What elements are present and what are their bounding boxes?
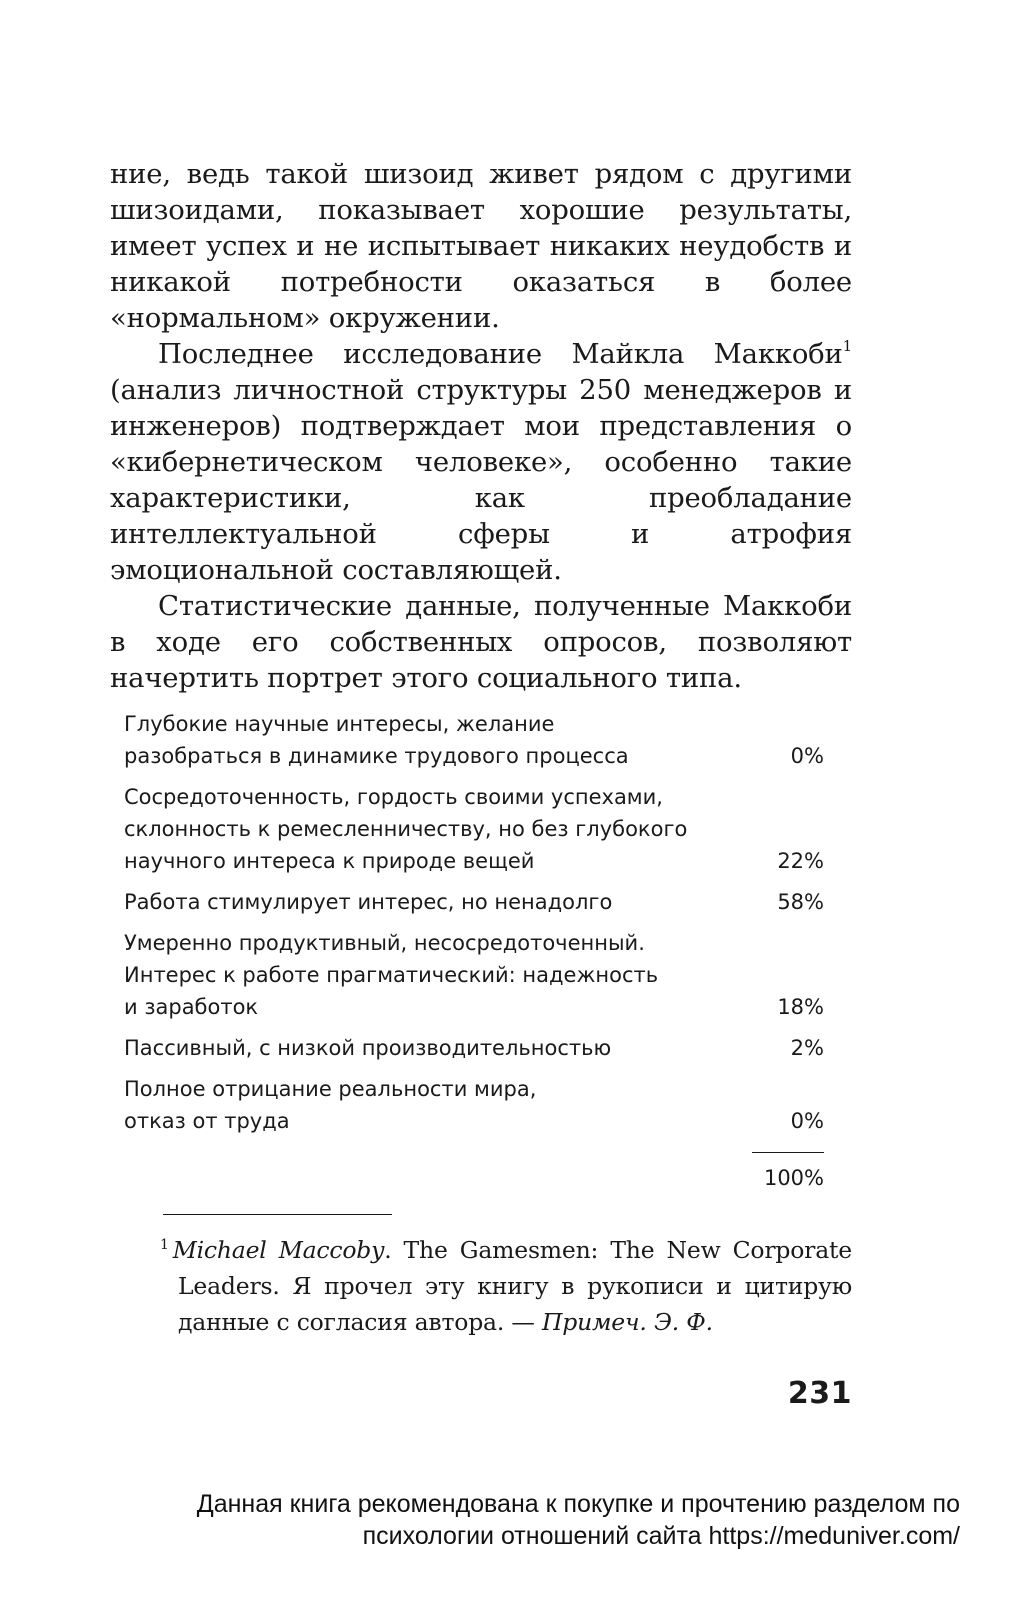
- row-label: Сосредоточенность, гордость своими успехами, склонность к ремесленничеству, но без глубокого научного интереса к природе вещей: [124, 785, 688, 873]
- table-row: [124, 708, 824, 772]
- paragraph-2-start: Последнее исследование Майкла Маккоби: [158, 338, 843, 370]
- table-row: [124, 886, 824, 918]
- paragraph-2: [110, 336, 852, 588]
- row-percent: 18%: [777, 995, 824, 1019]
- paragraph-2-rest: (анализ личностной структуры 250 менеджеров и инженеров) подтверждает мои представления о «кибернетическом человеке», особенно такие характеристики, как преобладание интеллектуальной сферы и атрофия эмоциональной составляющей.: [110, 374, 852, 586]
- row-percent: 22%: [777, 849, 824, 873]
- table-row: [124, 927, 824, 1023]
- table-row: [124, 1032, 824, 1064]
- statistics-table: [124, 708, 824, 1146]
- body-text: [110, 156, 852, 696]
- footnote-divider: [163, 1214, 392, 1215]
- row-percent: 0%: [790, 744, 824, 768]
- row-percent: 58%: [777, 890, 824, 914]
- page-number: 231: [787, 1376, 852, 1411]
- footnote-note: Примеч. Э. Ф.: [541, 1308, 713, 1336]
- table-row: [124, 1073, 824, 1137]
- row-label: Работа стимулирует интерес, но ненадолго: [124, 890, 613, 914]
- row-percent: 0%: [790, 1109, 824, 1133]
- footnote-body: . The Gamesmen: The New Corporate Leaders. Я прочел эту книгу в рукописи и цитирую данные с согласия автора. —: [178, 1236, 852, 1336]
- watermark-line-1: Данная книга рекомендована к покупке и прочтению разделом по: [196, 1490, 960, 1518]
- footnote-reference: 1: [842, 337, 852, 355]
- paragraph-1: ние, ведь такой шизоид живет рядом с другими шизоидами, показывает хорошие результаты, имеет успех и не испытывает никаких неудобств и никакой потребности оказаться в более «нормальном» окружении.: [110, 158, 852, 334]
- footnote-number: 1: [160, 1237, 169, 1253]
- total-divider: [752, 1152, 824, 1153]
- row-label: Полное отрицание реальности мира, отказ от труда: [124, 1077, 537, 1133]
- footnote: [160, 1232, 852, 1340]
- row-label: Пассивный, с низкой производительностью: [124, 1036, 612, 1060]
- total-percent: 100%: [763, 1166, 824, 1190]
- row-percent: 2%: [790, 1036, 824, 1060]
- paragraph-3: Статистические данные, полученные Маккоби в ходе его собственных опросов, позволяют начертить портрет этого социального типа.: [110, 590, 852, 694]
- watermark-line-2: психологии отношений сайта https://meduniver.com/: [362, 1522, 960, 1550]
- footnote-text: [160, 1232, 852, 1340]
- footnote-author: Michael Maccoby: [172, 1236, 385, 1264]
- row-label: Умеренно продуктивный, несосредоточенный. Интерес к работе прагматический: надежность и заработок: [124, 931, 659, 1019]
- row-label: Глубокие научные интересы, желание разобраться в динамике трудового процесса: [124, 712, 629, 768]
- table-row: [124, 781, 824, 877]
- watermark-notice: [100, 1488, 960, 1552]
